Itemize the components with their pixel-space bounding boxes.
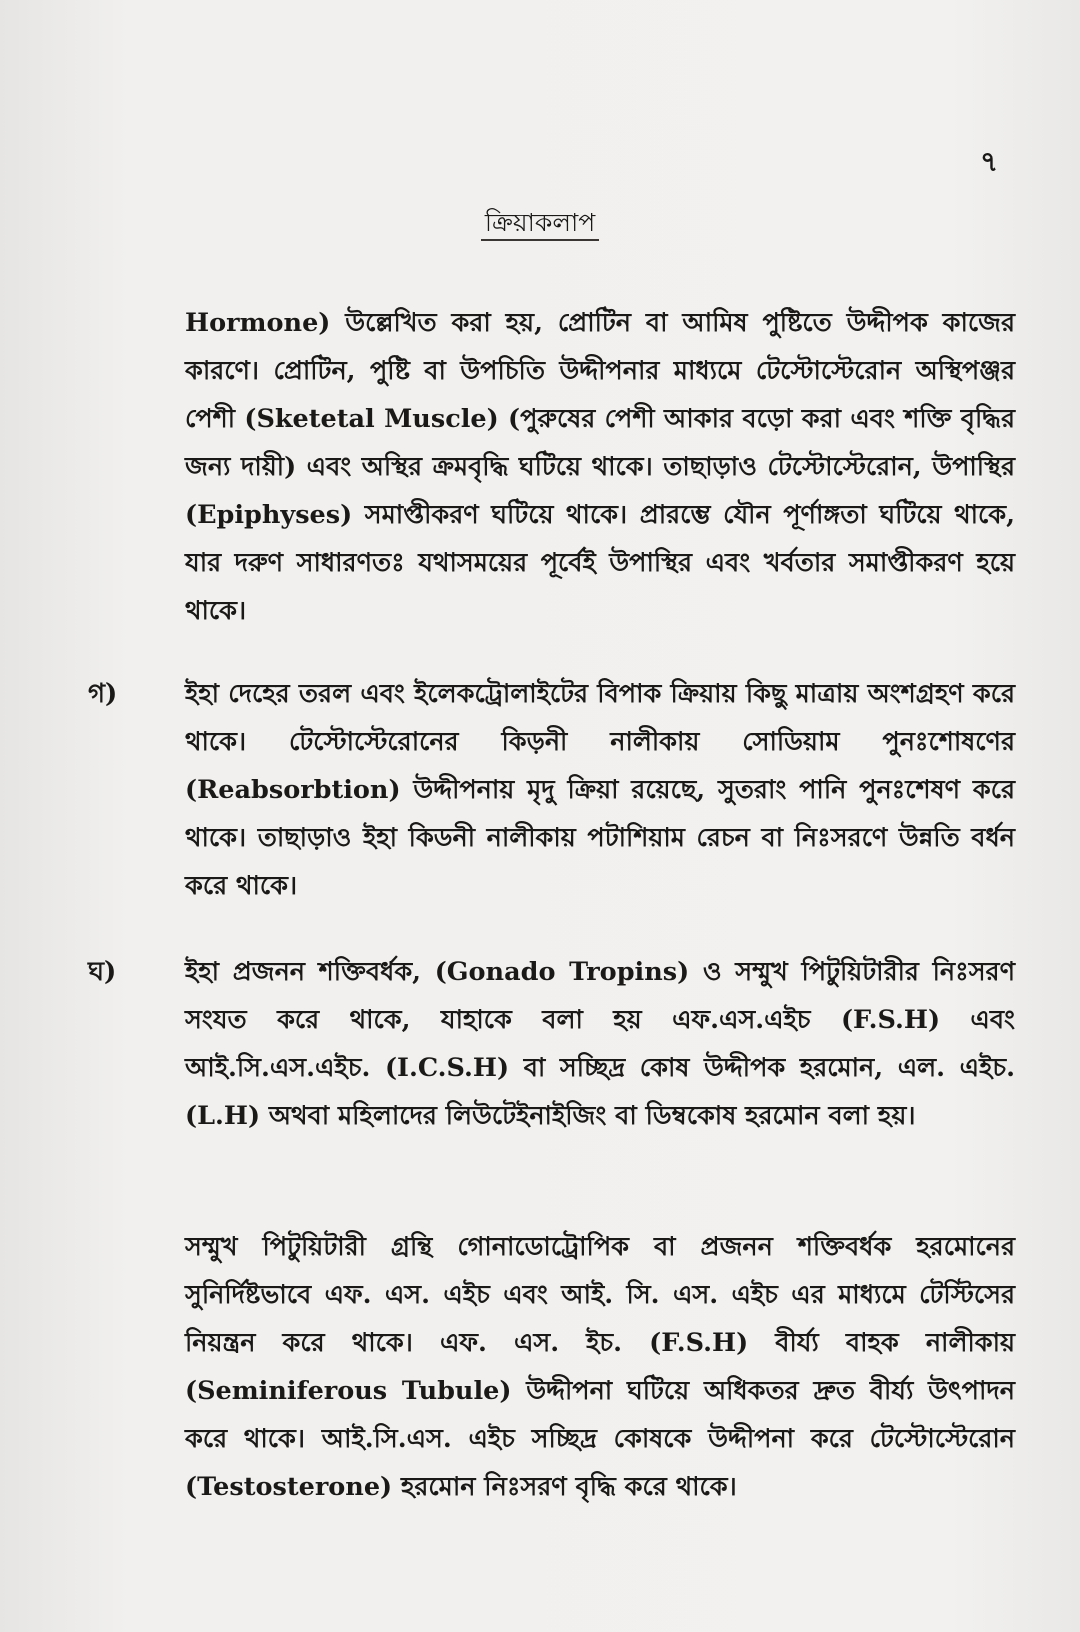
page-number: ৭: [980, 145, 999, 178]
paragraph-electrolyte: ইহা দেহের তরল এবং ইলেকট্রোলাইটের বিপাক ক্রিয়ায় কিছু মাত্রায় অংশগ্রহণ করে থাকে। টেস্টোস্টেরোনের কিড়নী নালীকায় সোডিয়াম পুনঃশোষণের (Reabsorbtion) উদ্দীপনায় মৃদু ক্রিয়া রয়েছে, সুতরাং পানি পুনঃশেষণ করে থাকে। তাছাড়াও ইহা কিডনী নালীকায় পটাশিয়াম রেচন বা নিঃসরণে উন্নতি বর্ধন করে থাকে।: [185, 679, 1015, 901]
running-head: [0, 203, 1080, 246]
paragraph-gonadotropins: ইহা প্রজনন শক্তিবর্ধক, (Gonado Tropins) ও সম্মুখ পিটুয়িটারীর নিঃসরণ সংযত করে থাকে, যাহাকে বলা হয় এফ.এস.এইচ (F.S.H) এবং আই.সি.এস.এইচ. (I.C.S.H) বা সচ্ছিদ্র কোষ উদ্দীপক হরমোন, এল. এইচ. (L.H) অথবা মহিলাদের লিউটেইনাইজিং বা ডিম্বকোষ হরমোন বলা হয়।: [185, 957, 1015, 1131]
running-head-title: ক্রিয়াকলাপ: [481, 208, 599, 241]
list-marker-gha: ঘ): [88, 957, 117, 987]
paragraph-hormone-continuation: Hormone) উল্লেখিত করা হয়, প্রোটিন বা আমিষ পুষ্টিতে উদ্দীপক কাজের কারণে। প্রোটিন, পুষ্টি বা উপচিতি উদ্দীপনার মাধ্যমে টেস্টোস্টেরোন অস্থিপঞ্জর পেশী (Sketetal Muscle) (পুরুষের পেশী আকার বড়ো করা এবং শক্তি বৃদ্ধির জন্য দায়ী) এবং অস্থির ক্রমবৃদ্ধি ঘটিয়ে থাকে। তাছাড়াও টেস্টোস্টেরোন, উপাস্থির (Epiphyses) সমাপ্তীকরণ ঘটিয়ে থাকে। প্রারম্ভে যৌন পূর্ণাঙ্গতা ঘটিয়ে থাকে, যার দরুণ সাধারণতঃ যথাসময়ের পূর্বেই উপাস্থির এবং খর্বতার সমাপ্তীকরণ হয়ে থাকে।: [185, 308, 1015, 626]
list-marker-ga: গ): [88, 679, 118, 709]
paragraph-pituitary: সম্মুখ পিটুয়িটারী গ্রন্থি গোনাডোট্রোপিক বা প্রজনন শক্তিবর্ধক হরমোনের সুনির্দিষ্টভাবে এফ. এস. এইচ এবং আই. সি. এস. এইচ এর মাধ্যমে টেস্টিসের নিয়ন্ত্রন করে থাকে। এফ. এস. ইচ. (F.S.H) বীর্য্য বাহক নালীকায় (Seminiferous Tubule) উদ্দীপনা ঘটিয়ে অধিকতর দ্রুত বীর্য্য উৎপাদন করে থাকে। আই.সি.এস. এইচ সচ্ছিদ্র কোষকে উদ্দীপনা করে টেস্টোস্টেরোন (Testosterone) হরমোন নিঃসরণ বৃদ্ধি করে থাকে।: [185, 1232, 1015, 1502]
